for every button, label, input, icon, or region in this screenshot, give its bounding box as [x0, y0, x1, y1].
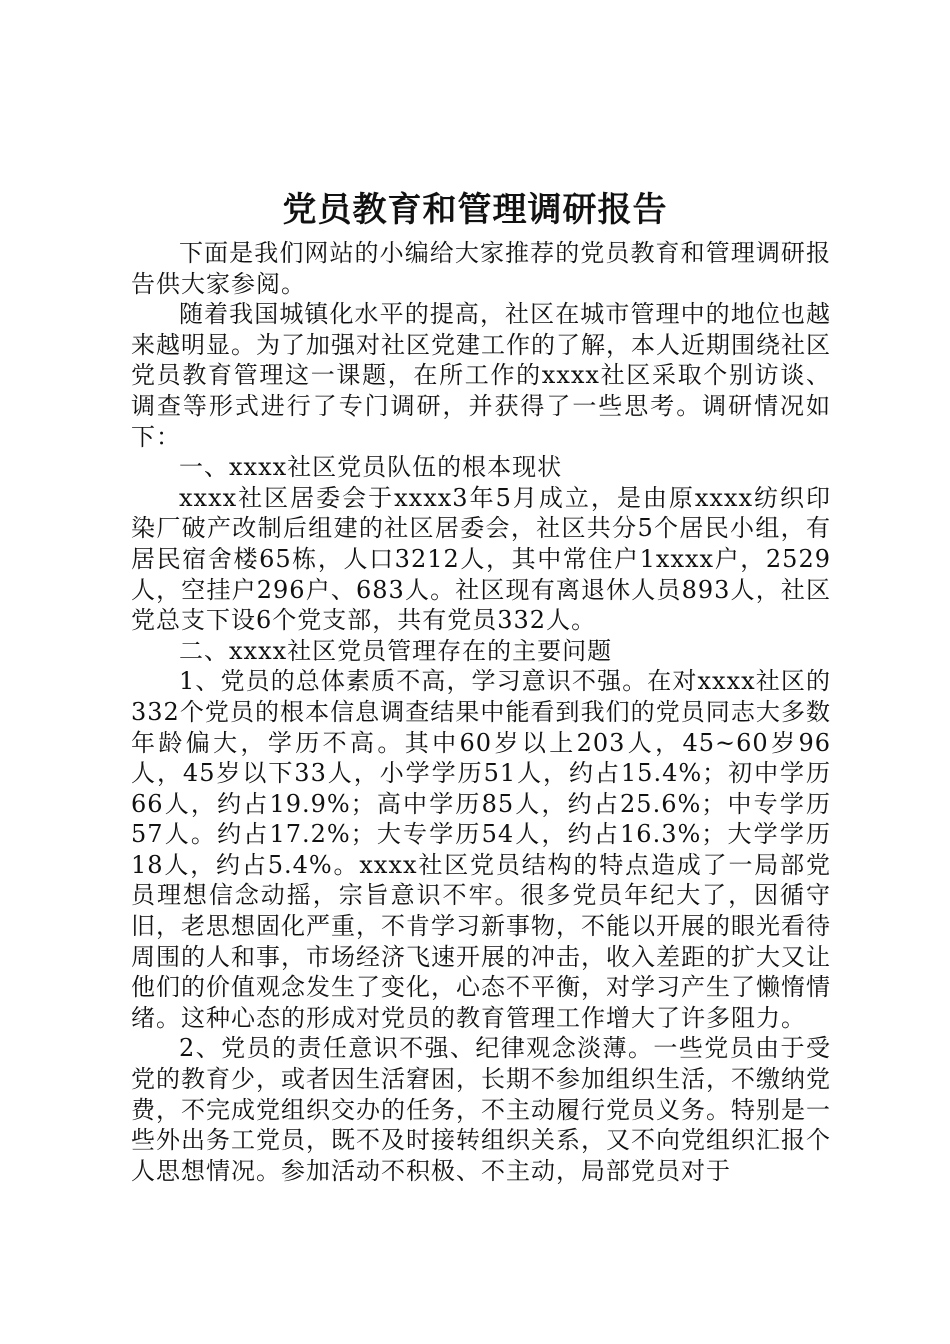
document-body [131, 238, 831, 1186]
section-heading-problems: 二、xxxx社区党员管理存在的主要问题 [179, 636, 613, 665]
paragraph-intro: 下面是我们网站的小编给大家推荐的党员教育和管理调研报告供大家参阅。 [131, 239, 831, 298]
paragraph-status: xxxx社区居委会于xxxx3年5月成立，是由原xxxx纺织印染厂破产改制后组建的社区居委会，社区共分5个居民小组，有居民宿舍楼65栋，人口3212人，其中常住户1xxxx户，2529人，空挂户296户、683人。社区现有离退休人员893人，社区党总支下设6个党支部，共有党员332人。 [131, 483, 831, 635]
paragraph-background: 随着我国城镇化水平的提高，社区在城市管理中的地位也越来越明显。为了加强对社区党建工作的了解，本人近期围绕社区党员教育管理这一课题，在所工作的xxxx社区采取个别访谈、调查等形式进行了专门调研，并获得了一些思考。调研情况如下： [131, 300, 831, 451]
section-heading-status: 一、xxxx社区党员队伍的根本现状 [179, 453, 563, 482]
paragraph-problem-2: 2、党员的责任意识不强、纪律观念淡薄。一些党员由于受党的教育少，或者因生活窘困，长期不参加组织生活，不缴纳党费，不完成党组织交办的任务，不主动履行党员义务。特别是一些外出务工党员，既不及时接转组织关系，又不向党组织汇报个人思想情况。参加活动不积极、不主动，局部党员对于 [131, 1034, 831, 1185]
paragraph-problem-1: 1、党员的总体素质不高，学习意识不强。在对xxxx社区的332个党员的根本信息调查结果中能看到我们的党员同志大多数年龄偏大，学历不高。其中60岁以上203人，45~60岁96人，45岁以下33人，小学学历51人，约占15.4%；初中学历66人，约占19.9%；高中学历85人，约占25.6%；中专学历57人。约占17.2%；大专学历54人，约占16.3%；大学学历18人，约占5.4%。xxxx社区党员结构的特点造成了一局部党员理想信念动摇，宗旨意识不牢。很多党员年纪大了，因循守旧，老思想固化严重，不肯学习新事物，不能以开展的眼光看待周围的人和事，市场经济飞速开展的冲击，收入差距的扩大又让他们的价值观念发生了变化，心态不平衡，对学习产生了懒惰情绪。这种心态的形成对党员的教育管理工作增大了许多阻力。 [131, 667, 831, 1032]
document-title: 党员教育和管理调研报告 [282, 190, 668, 230]
